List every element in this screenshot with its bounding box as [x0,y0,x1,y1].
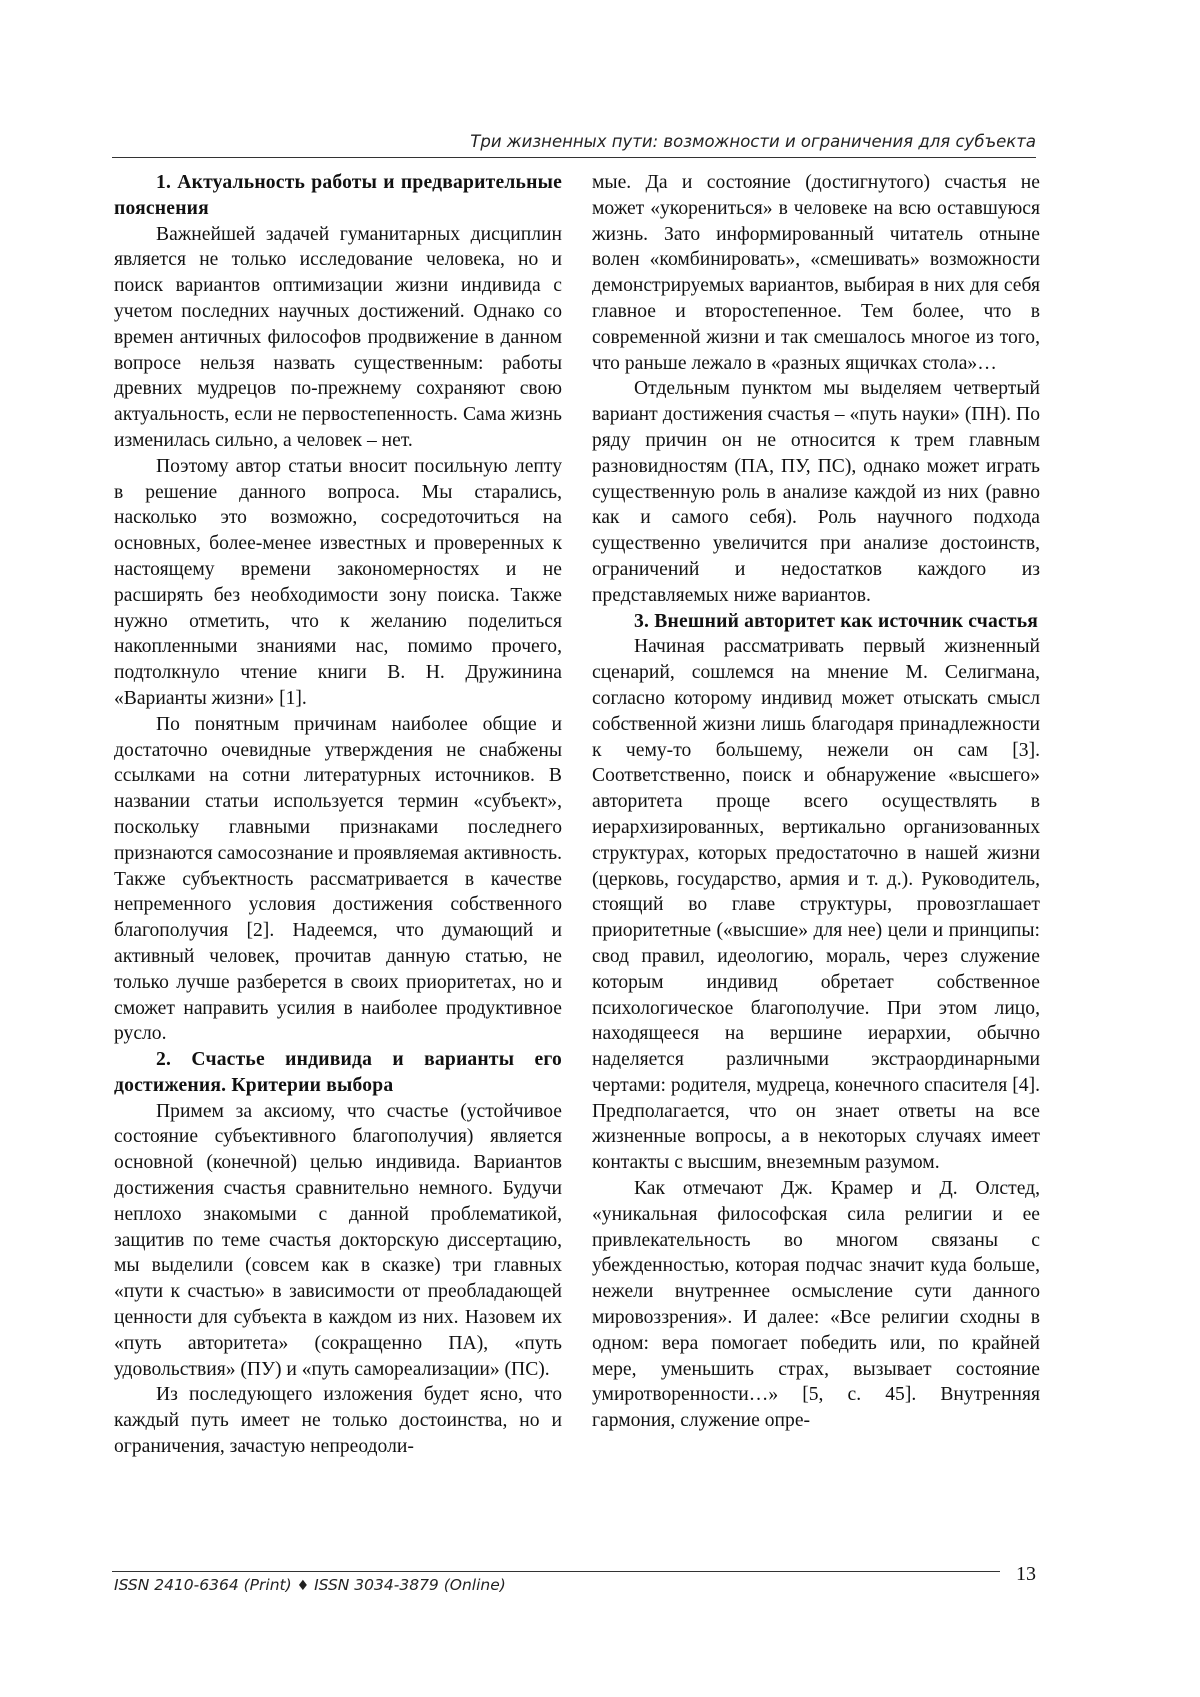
left-column [114,170,562,1460]
header-rule [112,157,1036,158]
section-heading-2: 2. Счастье индивида и варианты его достижения. Критерии выбора [114,1049,562,1096]
paragraph: Поэтому автор статьи вносит посильную лепту в решение данного вопроса. Мы старались, насколько это возможно, сосредоточиться на основных, более-менее известных и проверенных к настоящему времени закономерностях и не расширять без необходимости зону поиска. Также нужно отметить, что к желанию поделиться накопленными знаниями нас, помимо прочего, подтолкнуло чтение книги В. Н. Дружинина «Варианты жизни» [1]. [114,455,562,709]
page-number: 13 [1016,1563,1036,1585]
paragraph: Как отмечают Дж. Крамер и Д. Олстед, «уникальная философская сила религии и ее привлекательность во многом связаны с убежденностью, которая подчас значит куда больше, нежели внутреннее осмысление сути данного мировоззрения». И далее: «Все религии сходны в одном: вера помогает победить или, по крайней мере, уменьшить страх, вызывает состояние умиротворенности…» [5, с. 45]. Внутренняя гармония, служение опре- [592,1178,1040,1432]
footer-rule [112,1571,1000,1572]
paragraph: Начиная рассматривать первый жизненный сценарий, сошлемся на мнение М. Селигмана, согласно которому индивид может отыскать смысл собственной жизни лишь благодаря принадлежности к чему-то большему, нежели он сам [3]. Соответственно, поиск и обнаружение «высшего» авторитета проще всего осуществлять в иерархизированных, вертикально организованных структурах, которых предостаточно в нашей жизни (церковь, государство, армия и т. д.). Руководитель, стоящий во главе структуры, провозглашает приоритетные («высшие» для нее) цели и принципы: свод правил, идеологию, мораль, через служение которым индивид обретает собственное психологическое благополучие. При этом лицо, находящееся на вершине иерархии, обычно наделяется различными экстраординарными чертами: родителя, мудреца, конечного спасителя [4]. Предполагается, что он знает ответы на все жизненные вопросы, а в некоторых случаях имеет контакты с высшим, внеземным разумом. [592,636,1040,1174]
paragraph: Важнейшей задачей гуманитарных дисциплин является не только исследование человека, но и поиск вариантов оптимизации жизни индивида с учетом последних научных достижений. Однако со времен античных философов продвижение в данном вопросе нельзя назвать существенным: работы древних мудрецов по-прежнему сохраняют свою актуальность, если не первостепенность. Сама жизнь изменилась сильно, а человек – нет. [114,223,562,451]
paragraph: По понятным причинам наиболее общие и достаточно очевидные утверждения не снабжены ссылками на сотни литературных источников. В названии статьи используется термин «субъект», поскольку главными признаками последнего признаются самосознание и проявляемая активность. Также субъектность рассматривается в качестве непременного условия достижения собственного благополучия [2]. Надеемся, что думающий и активный человек, прочитав данную статью, не только лучше разберется в своих приоритетах, но и сможет направить усилия в наиболее продуктивное русло. [114,713,562,1045]
running-head: Три жизненных пути: возможности и ограничения для субъекта [470,132,1036,151]
section-heading-1: 1. Актуальность работы и предварительные пояснения [114,172,562,219]
issn-online: ISSN 3034-3879 (Online) [314,1576,506,1594]
paragraph: Отдельным пунктом мы выделяем четвертый вариант достижения счастья – «путь науки» (ПН). По ряду причин он не относится к трем главным разновидностям (ПА, ПУ, ПС), однако может играть существенную роль в анализе каждой из них (равно как и самого себя). Роль научного подхода существенно увеличится при анализе достоинств, ограничений и недостатков каждого из представляемых ниже вариантов. [592,378,1040,606]
issn-print: ISSN 2410-6364 (Print) [114,1576,292,1594]
diamond-separator-icon: ♦ [296,1578,310,1594]
paragraph: Из последующего изложения будет ясно, что каждый путь имеет не только достоинства, но и ограничения, зачастую непреодоли- [114,1384,562,1458]
right-column [592,170,1040,1434]
paragraph: Примем за аксиому, что счастье (устойчивое состояние субъективного благополучия) является основной (конечной) целью индивида. Вариантов достижения счастья сравнительно немного. Будучи неплохо знакомыми с данной проблематикой, защитив по теме счастья докторскую диссертацию, мы выделили (совсем как в сказке) три главных «пути к счастью» в зависимости от преобладающей ценности для субъекта в каждом из них. Назовем их «путь авторитета» (сокращенно ПА), «путь удовольствия» (ПУ) и «путь самореализации» (ПС). [114,1100,562,1380]
paragraph-continuation: мые. Да и состояние (достигнутого) счастья не может «укорениться» в человеке на всю оставшуюся жизнь. Зато информированный читатель отныне волен «комбинировать», «смешивать» возможности демонстрируемых вариантов, выбирая в них для себя главное и второстепенное. Тем более, что в современной жизни и так смешалось многое из того, что раньше лежало в «разных ящичках стола»… [592,172,1040,374]
section-heading-3: 3. Внешний авторитет как источник счастья [634,610,1039,632]
footer-issn [114,1574,506,1597]
